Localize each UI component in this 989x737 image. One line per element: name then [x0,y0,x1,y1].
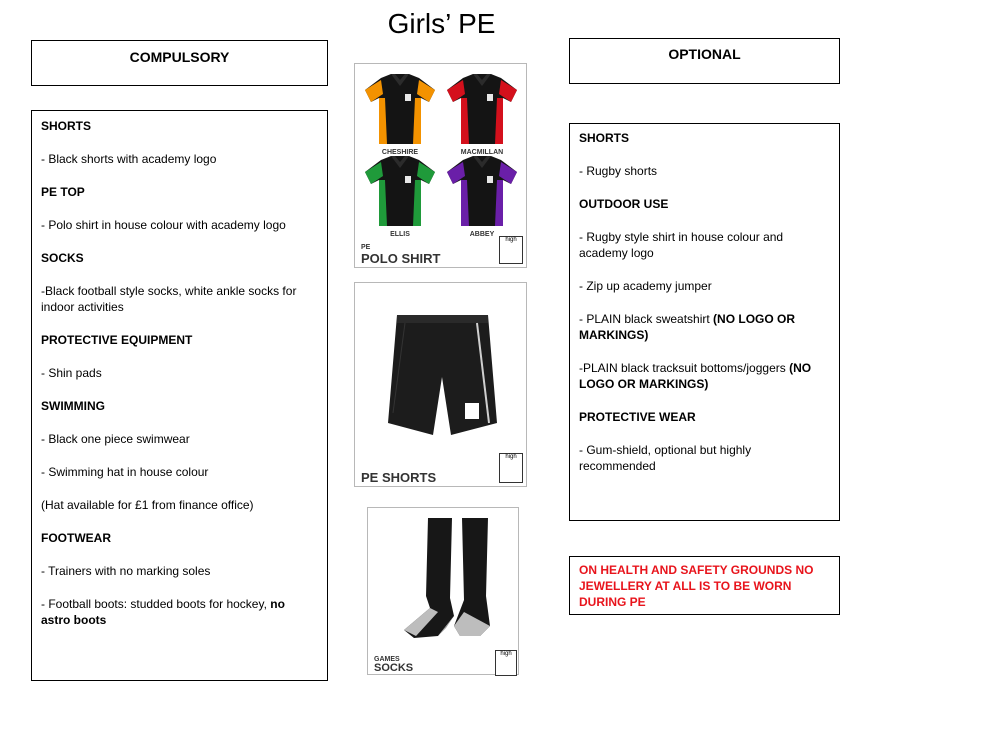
polo-label: MACMILLAN [460,149,504,156]
games-socks-icon [390,516,500,644]
polo-shirt-cheshire [365,74,435,156]
section-heading: PROTECTIVE WEAR [579,410,696,424]
list-item: -Black football style socks, white ankle socks for indoor activities [41,284,297,314]
section-heading: SHORTS [41,119,92,133]
section-heading: PE TOP [41,185,85,199]
list-item: -PLAIN black tracksuit bottoms/joggers (NO LOGO OR MARKINGS) [579,361,812,391]
polo-shirt-macmillan [447,74,517,156]
games-socks-panel [367,507,519,675]
section-heading: OUTDOOR USE [579,197,669,211]
compulsory-header-box [31,40,328,86]
polo-label: CHESHIRE [381,149,419,156]
socks-caption: SOCKS [374,662,414,674]
polo-label: ELLIS [390,231,410,238]
pe-shorts-panel [354,282,527,487]
compulsory-list [31,110,328,681]
academy-logo-icon: high [499,236,523,264]
list-item: - Trainers with no marking soles [41,564,211,578]
list-item: - PLAIN black sweatshirt (NO LOGO OR MARKINGS) [579,312,796,342]
list-item: - Shin pads [41,366,102,380]
pe-shorts-icon [385,313,500,443]
list-item: - Swimming hat in house colour [41,465,209,479]
academy-logo-icon: high [495,650,517,676]
socks-caption-small: GAMES [374,656,400,663]
list-item: - Football boots: studded boots for hockey, no astro boots [41,597,285,627]
page-title: Girls’ PE [387,8,496,39]
shorts-caption: PE SHORTS [361,470,437,485]
polo-label: ABBEY [469,231,495,238]
compulsory-header: COMPULSORY [129,49,230,65]
list-item: - Gum-shield, optional but highly recommended [579,443,752,473]
list-item: - Rugby shorts [579,164,658,178]
section-heading: FOOTWEAR [41,531,111,545]
optional-header: OPTIONAL [668,46,741,62]
polo-caption-small: PE [361,244,371,251]
list-item: - Polo shirt in house colour with academy logo [41,218,286,232]
list-item: - Rugby style shirt in house colour and academy logo [579,230,784,260]
list-item: - Black one piece swimwear [41,432,190,446]
section-heading: SWIMMING [41,399,105,413]
polo-caption: POLO SHIRT [361,251,441,266]
optional-list [569,123,840,521]
list-item: - Black shorts with academy logo [41,152,217,166]
list-item: - Zip up academy jumper [579,279,712,293]
polo-shirt-panel [354,63,527,268]
academy-logo-icon: high [499,453,523,483]
section-heading: SOCKS [41,251,84,265]
section-heading: SHORTS [579,131,630,145]
optional-header-box [569,38,840,84]
section-heading: PROTECTIVE EQUIPMENT [41,333,193,347]
polo-shirt-abbey [447,156,517,238]
jewellery-warning: ON HEALTH AND SAFETY GROUNDS NO JEWELLERY AT ALL IS TO BE WORN DURING PE [569,556,840,615]
list-item: (Hat available for £1 from finance office) [41,498,254,512]
polo-shirt-ellis [365,156,435,238]
